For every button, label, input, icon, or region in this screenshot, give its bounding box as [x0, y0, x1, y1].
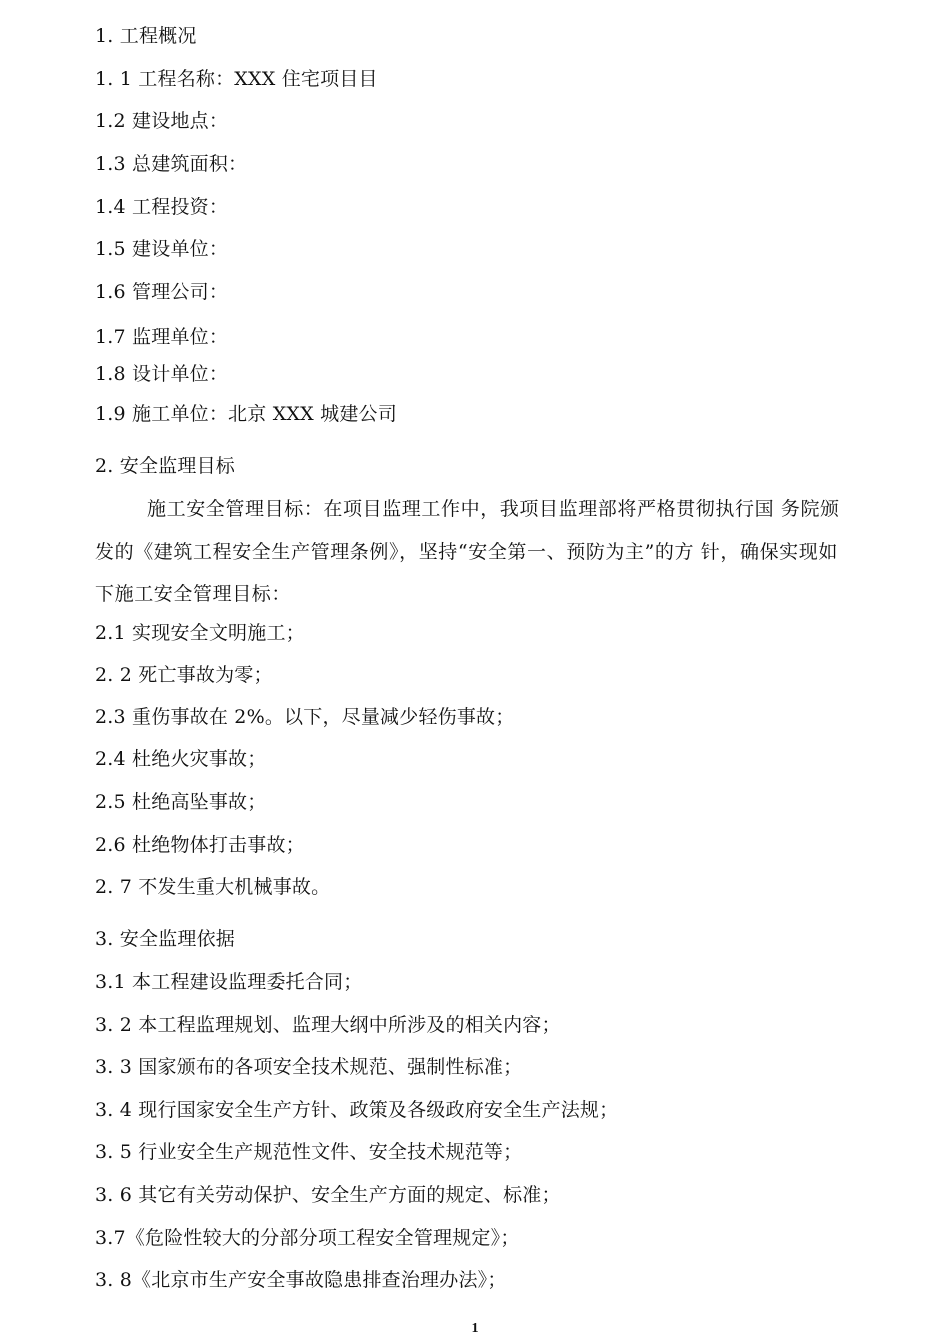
page-number: 1 [471, 1321, 479, 1336]
section-3-item-2: 3. 2 本工程监理规划、监理大纲中所涉及的相关内容； [95, 1014, 561, 1036]
section-2-item-6: 2.6 杜绝物体打击事故； [95, 834, 305, 856]
section-2-item-5: 2.5 杜绝高坠事故； [95, 791, 267, 813]
section-2-item-2: 2. 2 死亡事故为零； [95, 664, 273, 686]
section-2-paragraph: 施工安全管理目标：在项目监理工作中，我项目监理部将严格贯彻执行国 务院颁发的《建筑工程安全生产管理条例》，坚持“安全第一、预防为主”的方 针，确保实现如下施工安全管理目标： [95, 498, 840, 605]
section-1-item-3: 1.3 总建筑面积： [95, 153, 248, 175]
section-3-item-8: 3. 8《北京市生产安全事故隐患排查治理办法》； [95, 1269, 507, 1291]
section-3-item-7: 3.7《危险性较大的分部分项工程安全管理规定》； [95, 1227, 520, 1249]
section-1-item-6: 1.6 管理公司： [95, 281, 229, 303]
section-3-item-5: 3. 5 行业安全生产规范性文件、安全技术规范等； [95, 1141, 523, 1163]
section-2-item-3: 2.3 重伤事故在 2%。以下，尽量减少轻伤事故； [95, 706, 515, 728]
section-1-item-8: 1.8 设计单位： [95, 363, 229, 385]
section-1-item-5: 1.5 建设单位： [95, 238, 229, 260]
section-2-item-4: 2.4 杜绝火灾事故； [95, 748, 267, 770]
section-2-item-1: 2.1 实现安全文明施工； [95, 622, 305, 644]
section-3-item-6: 3. 6 其它有关劳动保护、安全生产方面的规定、标准； [95, 1184, 561, 1206]
section-1-item-9: 1.9 施工单位：北京 XXX 城建公司 [95, 403, 397, 425]
section-3-item-4: 3. 4 现行国家安全生产方针、政策及各级政府安全生产法规； [95, 1099, 619, 1121]
section-2-heading: 2. 安全监理目标 [95, 455, 235, 477]
section-3-item-1: 3.1 本工程建设监理委托合同； [95, 971, 363, 993]
section-1-item-7: 1.7 监理单位： [95, 326, 229, 348]
section-1-heading: 1. 工程概况 [95, 25, 197, 47]
section-2-item-7: 2. 7 不发生重大机械事故。 [95, 876, 331, 898]
section-1-item-4: 1.4 工程投资： [95, 196, 229, 218]
section-1-item-1: 1. 1 工程名称：XXX 住宅项目目 [95, 68, 378, 90]
section-3-item-3: 3. 3 国家颁布的各项安全技术规范、强制性标准； [95, 1056, 523, 1078]
section-3-heading: 3. 安全监理依据 [95, 928, 235, 950]
section-1-item-2: 1.2 建设地点： [95, 110, 229, 132]
